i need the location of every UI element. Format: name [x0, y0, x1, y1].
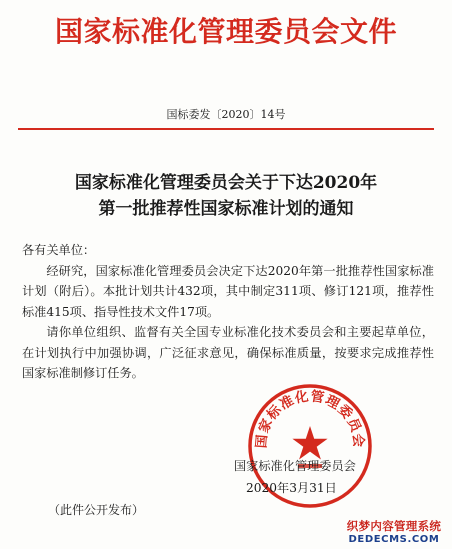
document-title [0, 170, 452, 222]
signature-block [234, 456, 356, 498]
paragraph-1: 经研究，国家标准化管理委员会决定下达2020年第一批推荐性国家标准计划（附后）。本批计划共计432项，其中制定311项、修订121项，推荐性标准415项、指导性技术文件17项。 [22, 263, 434, 319]
red-divider-line [18, 128, 434, 130]
masthead-title: 国家标准化管理委员会文件 [54, 15, 397, 48]
signature-date: 2020年3月31日 [246, 481, 337, 495]
publication-note: （此件公开发布） [48, 503, 145, 517]
signature-organization: 国家标准化管理委员会 [234, 459, 356, 473]
document-number: 国标委发〔2020〕14号 [166, 108, 286, 121]
watermark-line-1: 织梦内容管理系统 [346, 519, 442, 533]
salutation: 各有关单位： [22, 243, 96, 257]
document-body [22, 240, 434, 384]
paragraph-2: 请你单位组织、监督有关全国专业标准化技术委员会和主要起草单位，在计划执行中加强协调，广泛征求意见，确保标准质量，按要求完成推荐性国家标准制修订任务。 [22, 325, 434, 380]
watermark-line-2: DEDECMS.COM [348, 534, 440, 545]
seal-text-path: 国家标准化管理委员会 [253, 388, 367, 449]
seal-star-icon [292, 426, 327, 460]
site-watermark [338, 518, 450, 545]
title-line-2: 第一批推荐性国家标准计划的通知 [98, 199, 354, 219]
title-line-1: 国家标准化管理委员会关于下达2020年 [74, 173, 378, 193]
